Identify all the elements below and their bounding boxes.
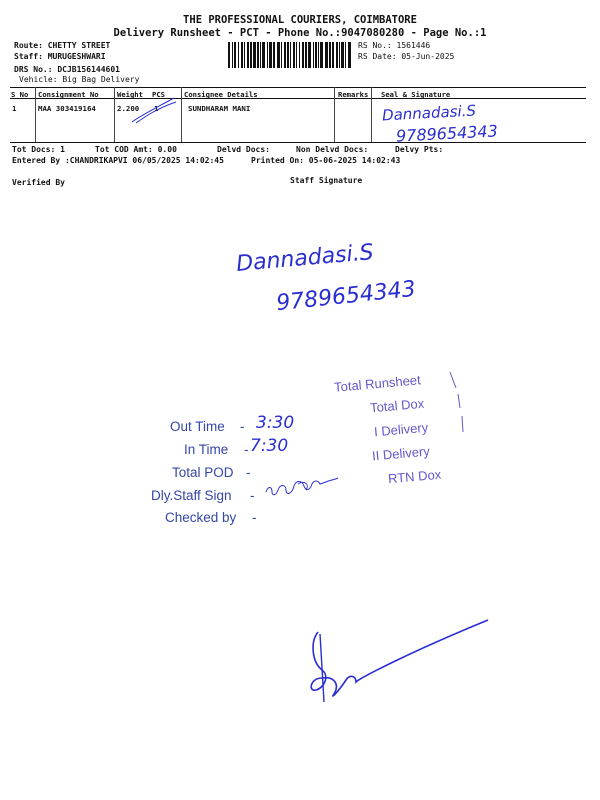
verified-by-label: Verified By	[12, 178, 65, 187]
handwritten-out-time: 3:30	[256, 413, 295, 433]
col-header-consignment: Consignment No	[38, 90, 99, 99]
cell-consignment: MAA 303419164	[38, 104, 96, 113]
column-divider	[334, 87, 335, 142]
delivered-docs: Delvd Docs:	[217, 145, 270, 154]
stamp-dash: -	[252, 510, 257, 525]
total-cod-amount: Tot COD Amt: 0.00	[95, 145, 177, 154]
stamp-dash: -	[246, 465, 251, 480]
cell-sno: 1	[12, 104, 17, 113]
rs-date: RS Date: 05-Jun-2025	[358, 52, 455, 61]
column-divider	[371, 87, 372, 142]
col-header-sno: S No	[11, 90, 29, 99]
staff-text: Staff: MURUGESHWARI	[14, 52, 106, 61]
handwritten-receiver-phone: 9789654343	[395, 121, 499, 146]
cell-consignee: SUNDHARAM MANI	[188, 104, 251, 113]
stamp-dash: -	[250, 488, 255, 503]
staff-signature-label: Staff Signature	[290, 176, 363, 185]
printed-on: Printed On: 05-06-2025 14:02:43	[251, 156, 401, 165]
company-title: THE PROFESSIONAL COURIERS, COIMBATORE	[183, 14, 417, 26]
stamp-out-time-label: Out Time	[170, 419, 225, 434]
delivery-points: Delvy Pts:	[395, 145, 444, 154]
stamp-staff-sign-label: Dly.Staff Sign	[151, 488, 232, 503]
signature-graphic	[300, 618, 500, 708]
handwritten-phone: 9789654343	[275, 276, 417, 317]
stamp-rtn-dox-label: RTN Dox	[387, 466, 442, 487]
table-bottom-rule	[10, 142, 586, 143]
table-top-rule	[10, 87, 586, 88]
stamp-total-dox-label: Total Dox	[369, 395, 425, 416]
total-docs: Tot Docs: 1	[12, 145, 65, 154]
cell-weight: 2.200	[117, 104, 140, 113]
column-divider	[114, 87, 115, 142]
staff-sign-scribble	[262, 476, 358, 500]
stamp-dash: -	[240, 419, 245, 434]
handwritten-name: Dannadasi.S	[235, 240, 375, 277]
stamp-first-delivery-label: I Delivery	[373, 419, 429, 440]
stamp-total-pod-label: Total POD	[172, 465, 234, 480]
barcode-image	[228, 42, 354, 68]
handwritten-receiver-name: Dannadasi.S	[381, 101, 477, 125]
tick-mark	[130, 96, 180, 126]
runsheet-subtitle: Delivery Runsheet - PCT - Phone No.:9047080280 - Page No.:1	[113, 27, 487, 39]
stamp-border	[440, 370, 470, 470]
col-header-weight: Weight	[117, 90, 143, 99]
handwritten-in-time: 7:30	[250, 436, 289, 456]
col-header-seal: Seal & Signature	[381, 90, 451, 99]
column-divider	[35, 87, 36, 142]
stamp-total-runsheet-label: Total Runsheet	[333, 372, 422, 395]
stamp-checked-by-label: Checked by	[165, 510, 237, 525]
entered-by: Entered By :CHANDRIKAPVI 06/05/2025 14:02:45	[12, 156, 224, 165]
col-header-consignee: Consignee Details	[184, 90, 258, 99]
stamp-in-time-label: In Time	[184, 442, 229, 457]
column-divider	[181, 87, 182, 142]
vehicle-text: Vehicle: Big Bag Delivery	[19, 75, 140, 84]
stamp-second-delivery-label: II Delivery	[371, 443, 431, 464]
cell-pcs: 1	[154, 104, 159, 113]
col-header-pcs: PCS	[152, 90, 165, 99]
non-delivered-docs: Non Delvd Docs:	[296, 145, 369, 154]
col-header-remarks: Remarks	[338, 90, 369, 99]
route-text: Route: CHETTY STREET	[14, 41, 111, 50]
rs-number: RS No.: 1561446	[358, 41, 431, 50]
stamp-dash: -	[244, 442, 249, 457]
drs-number: DRS No.: DCJB156144601	[14, 65, 120, 74]
